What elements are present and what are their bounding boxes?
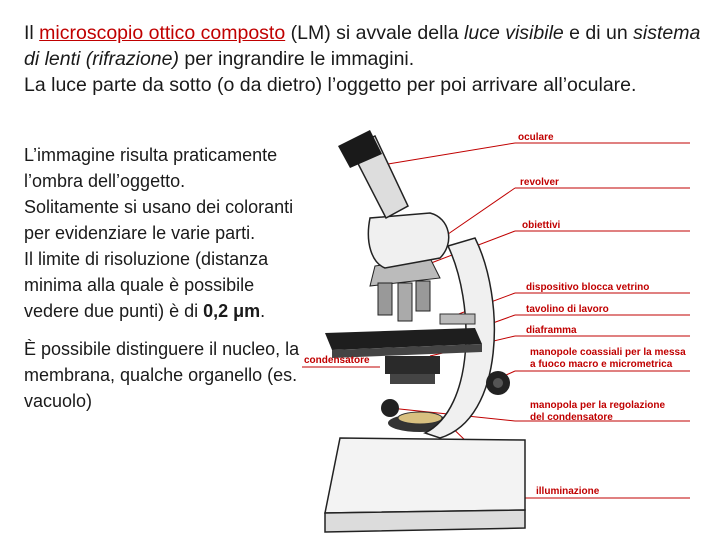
microscope-diagram	[290, 118, 700, 533]
label-condensatore: condensatore	[304, 355, 370, 366]
resolution-value: 0,2 μm	[203, 301, 261, 321]
term-highlight: microscopio ottico composto	[39, 22, 286, 44]
label-tavolino: tavolino di lavoro	[526, 304, 609, 315]
body-column	[24, 142, 306, 414]
intro-pre: Il	[24, 22, 40, 44]
label-manopola-line2: del condensatore	[530, 412, 613, 423]
eyepiece	[338, 130, 408, 218]
resolution-text: Il limite di risoluzione (distanza minima alla quale è possibile vedere due punti) è di	[24, 249, 269, 321]
intro-italic-light: luce visibile	[464, 22, 564, 44]
paragraph-visible-parts: È possibile distinguere il nucleo, la membrana, qualche organello (es. vacuolo)	[24, 339, 300, 411]
intro-line2: La luce parte da sotto (o da dietro) l’oggetto per poi arrivare all’oculare.	[24, 74, 637, 96]
intro-part: si avvale della	[330, 22, 465, 44]
revolver-objectives	[370, 258, 440, 321]
paragraph-resolution	[24, 246, 306, 324]
paragraph-shadow: L’immagine risulta praticamente l’ombra dell’oggetto.	[24, 145, 278, 191]
label-dispositivo-blocca-vetrino: dispositivo blocca vetrino	[526, 282, 650, 293]
label-diaframma: diaframma	[526, 325, 577, 336]
term-abbr: (LM)	[285, 22, 331, 44]
microscope-base	[325, 438, 525, 532]
condenser	[385, 356, 440, 384]
intro-part: e di un	[563, 22, 634, 44]
label-revolver: revolver	[520, 177, 559, 188]
microscope-head	[368, 213, 448, 268]
label-manopole-line2: a fuoco macro e micrometrica	[530, 359, 673, 370]
label-oculare: oculare	[518, 132, 554, 143]
label-illuminazione: illuminazione	[536, 486, 600, 497]
label-manopole-line1: manopole coassiali per la messa	[530, 347, 686, 358]
paragraph-dyes: Solitamente si usano dei coloranti per evidenziare le varie parti.	[24, 197, 294, 243]
resolution-end: .	[260, 301, 266, 321]
intro-italic-lenses: sistema di lenti (rifrazione)	[24, 22, 701, 70]
intro-part: per ingrandire le immagini.	[178, 48, 415, 70]
label-obiettivi: obiettivi	[522, 220, 561, 231]
label-manopola-line1: manopola per la regolazione	[530, 400, 666, 411]
intro-text	[24, 20, 704, 98]
